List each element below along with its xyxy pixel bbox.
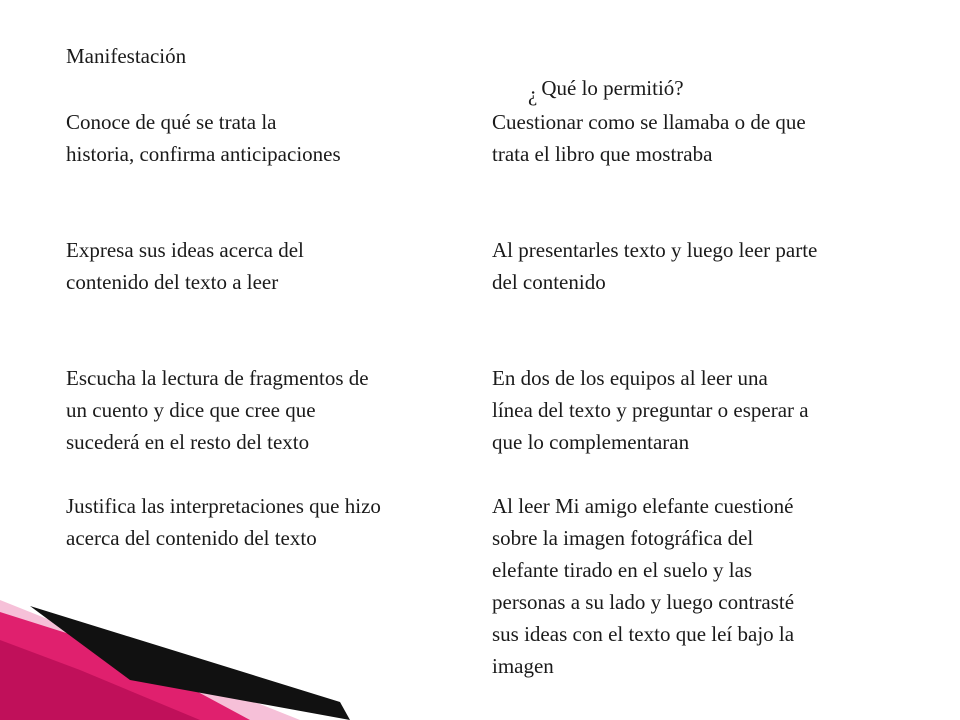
permitio-row-4: Al leer Mi amigo elefante cuestioné sobre la imagen fotográfica del elefante tirado en el suelo y las personas a su lado y luego contrasté sus ideas con el texto que leí bajo la imagen [492,494,795,678]
manifestacion-row-3: Escucha la lectura de fragmentos de un cuento y dice que cree que sucederá en el resto del texto [66,366,369,454]
header-question-mark: ¿ [528,82,538,106]
manifestacion-row-2: Expresa sus ideas acerca del contenido del texto a leer [66,238,304,294]
header-que-lo-permitio [528,40,948,104]
manifestacion-row-1: Conoce de qué se trata la historia, confirma anticipaciones [66,110,341,166]
permitio-row-2: Al presentarles texto y luego leer parte del contenido [492,238,818,294]
header-question-text: Qué lo permitió? [541,76,684,100]
permitio-row-1: Cuestionar como se llamaba o de que trata el libro que mostraba [492,110,806,166]
manifestacion-row-4: Justifica las interpretaciones que hizo acerca del contenido del texto [66,494,381,550]
header-manifestacion: Manifestación [66,44,187,68]
permitio-row-3: En dos de los equipos al leer una línea del texto y preguntar o esperar a que lo complementaran [492,366,809,454]
